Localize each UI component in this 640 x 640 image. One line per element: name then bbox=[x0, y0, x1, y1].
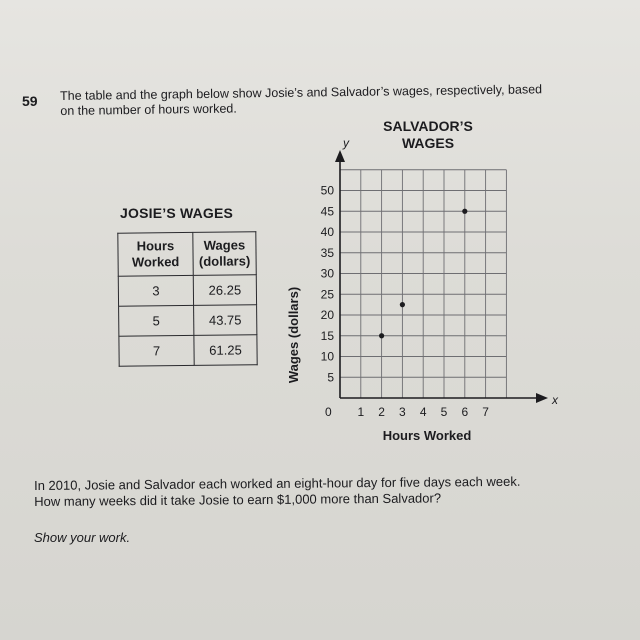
question-number: 59 bbox=[22, 93, 38, 109]
x-tick-label: 1 bbox=[357, 405, 365, 419]
y-tick-label: 5 bbox=[327, 370, 334, 385]
y-tick-label: 10 bbox=[320, 349, 334, 364]
x-tick-label: 7 bbox=[482, 405, 489, 419]
cell-wages: 26.25 bbox=[193, 275, 256, 306]
data-point bbox=[379, 333, 384, 338]
data-point bbox=[400, 302, 405, 307]
question-text-line-1: The table and the graph below show Josie’s and Salvador’s wages, respectively, based bbox=[60, 82, 543, 103]
header-wages-dollars-label: Wages (dollars) bbox=[198, 237, 251, 269]
cell-wages: 43.75 bbox=[194, 305, 257, 336]
data-point bbox=[462, 209, 467, 214]
cell-hours: 5 bbox=[119, 305, 194, 336]
problem-line-2: How many weeks did it take Josie to earn $1,000 more than Salvador? bbox=[34, 490, 442, 509]
chart-grid bbox=[340, 170, 506, 398]
problem-line-1: In 2010, Josie and Salvador each worked an eight-hour day for five days each week. bbox=[34, 473, 521, 493]
y-axis-title: Wages (dollars) bbox=[286, 286, 301, 384]
x-tick-label: 4 bbox=[419, 405, 427, 419]
chart-tick-labels bbox=[321, 184, 490, 420]
y-tick-label: 20 bbox=[320, 308, 334, 322]
x-tick-label: 3 bbox=[399, 405, 406, 419]
problem-text bbox=[34, 473, 624, 510]
x-axis-title: Hours Worked bbox=[382, 428, 472, 443]
y-tick-label: 50 bbox=[320, 183, 334, 198]
y-tick-label: 40 bbox=[320, 225, 334, 239]
x-tick-label: 6 bbox=[461, 405, 469, 419]
cell-hours: 7 bbox=[119, 335, 194, 366]
salvador-chart-title-text: SALVADOR’S WAGES bbox=[383, 118, 473, 151]
show-work-instruction: Show your work. bbox=[34, 530, 131, 545]
x-axis-variable: x bbox=[552, 393, 558, 407]
y-tick-label: 45 bbox=[320, 204, 334, 219]
x-axis-arrow bbox=[536, 393, 548, 403]
y-tick-label: 30 bbox=[320, 266, 334, 281]
question-text-line-2: on the number of hours worked. bbox=[60, 101, 237, 118]
y-tick-label: 15 bbox=[320, 328, 334, 343]
x-tick-label: 5 bbox=[440, 405, 448, 419]
origin-label: 0 bbox=[325, 405, 332, 419]
cell-wages: 61.25 bbox=[194, 335, 257, 366]
y-tick-label: 35 bbox=[320, 245, 334, 260]
x-tick-label: 2 bbox=[378, 405, 385, 419]
cell-hours: 3 bbox=[118, 275, 193, 306]
chart-axes bbox=[335, 150, 548, 403]
header-hours-worked-label: Hours Worked bbox=[131, 238, 180, 270]
y-axis-arrow bbox=[335, 150, 345, 162]
josie-table-title: JOSIE’S WAGES bbox=[120, 205, 234, 221]
y-axis-variable: y bbox=[343, 136, 349, 150]
y-tick-label: 25 bbox=[320, 287, 334, 302]
